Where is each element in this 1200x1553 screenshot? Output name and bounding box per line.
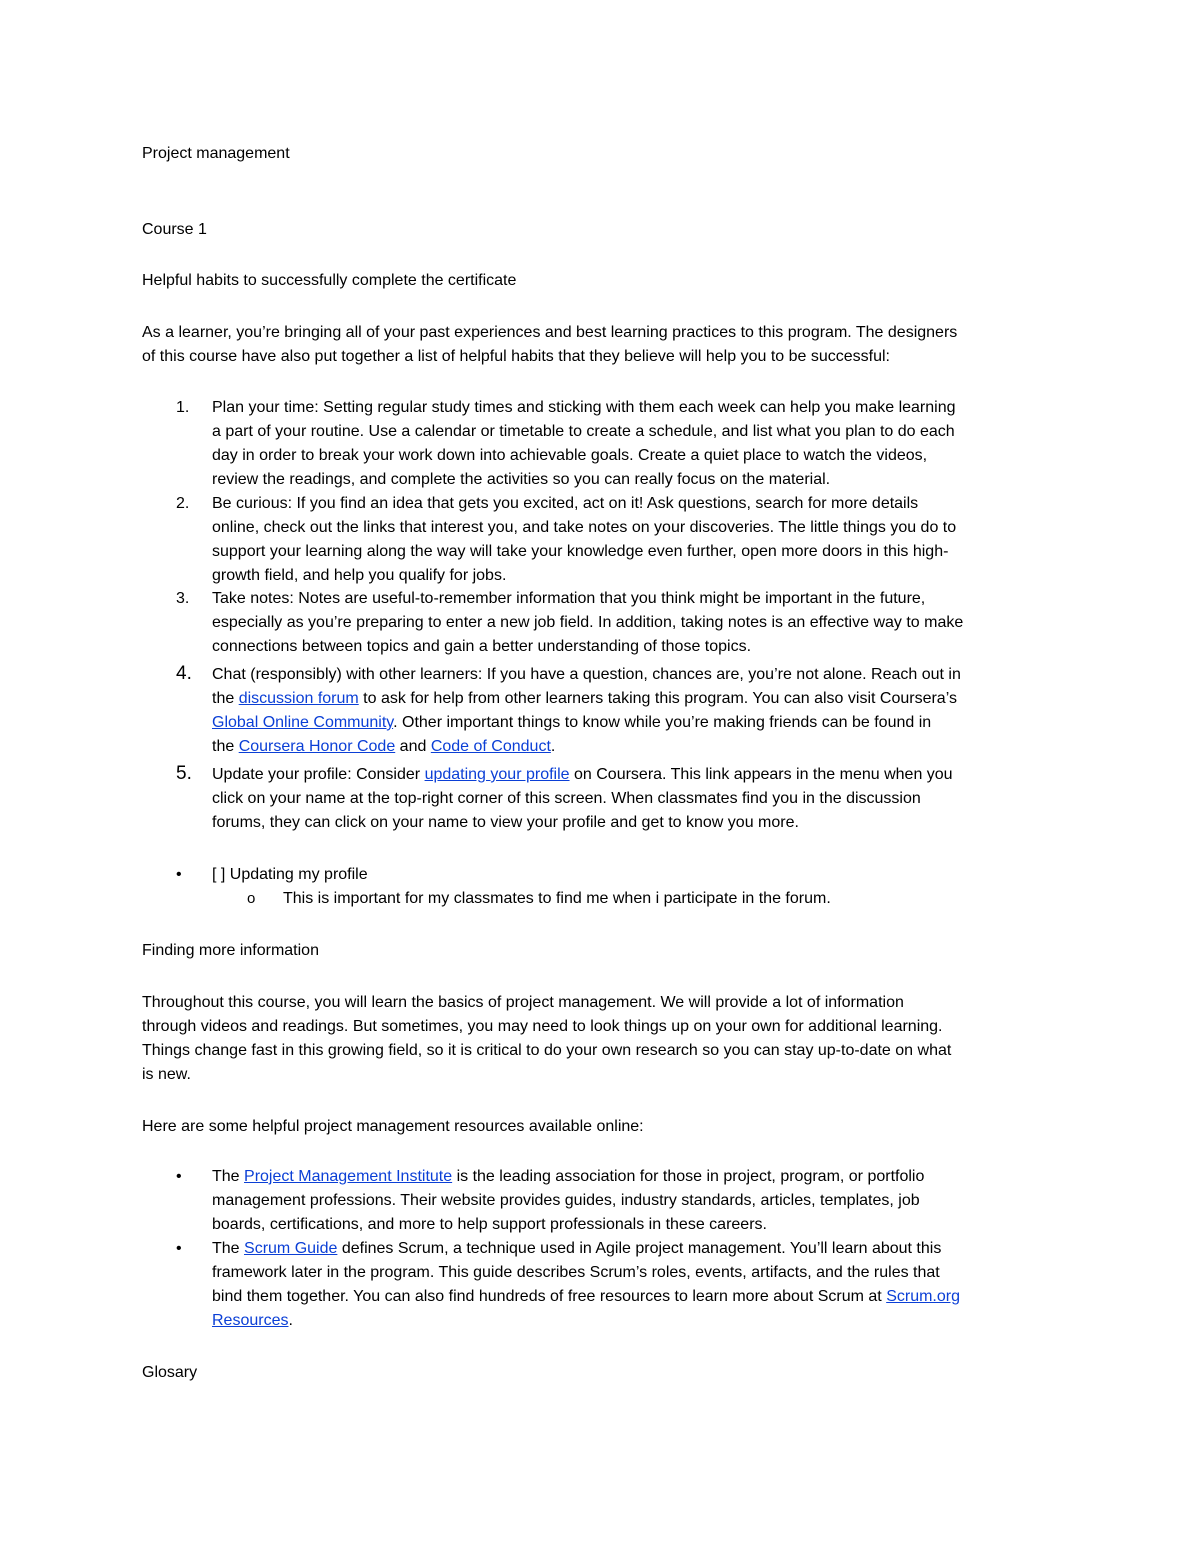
item-text: . xyxy=(288,1312,293,1329)
item-line: growth field, and help you qualify for jobs. xyxy=(212,567,507,584)
item-text: the xyxy=(212,738,239,755)
item-line: click on your name at the top-right corner of this screen. When classmates find you in the discussion xyxy=(212,790,921,807)
item-text: is the leading association for those in project, program, or portfolio xyxy=(452,1168,925,1185)
code-of-conduct-link[interactable]: Code of Conduct xyxy=(430,738,551,755)
item-text: on Coursera. This link appears in the menu when you xyxy=(569,766,953,783)
item-text: and xyxy=(395,738,431,755)
resource-pmi xyxy=(212,1165,1062,1237)
item-line: framework later in the program. This guide describes Scrum’s roles, events, artifacts, and the rules that xyxy=(212,1264,940,1281)
item-line: management professions. Their website provides guides, industry standards, articles, templates, job xyxy=(212,1192,920,1209)
item-line: a part of your routine. Use a calendar or timetable to create a schedule, and list what you plan to do each xyxy=(212,423,955,440)
item-line: Be curious: If you find an idea that gets you excited, act on it! Ask questions, search for more details xyxy=(212,495,919,512)
item-line: Take notes: Notes are useful-to-remember information that you think might be important in the future, xyxy=(212,590,926,607)
document-title: Project management xyxy=(142,145,290,162)
item-text: to ask for help from other learners taking this program. You can also visit Coursera’s xyxy=(358,690,957,707)
scrum-guide-link[interactable]: Scrum Guide xyxy=(244,1240,338,1257)
item-text: bind them together. You can also find hundreds of free resources to learn more about Scrum at xyxy=(212,1288,887,1305)
item-text: Update your profile: Consider xyxy=(212,766,425,783)
item-line xyxy=(212,1237,1062,1261)
finding-heading: Finding more information xyxy=(142,942,319,959)
pmi-link[interactable]: Project Management Institute xyxy=(244,1168,453,1185)
list-item-take-notes xyxy=(212,587,1062,659)
paragraph-line: Things change fast in this growing field, so it is critical to do your own research so you can stay up-to-date on what xyxy=(142,1042,952,1059)
item-line xyxy=(212,1309,1062,1333)
item-line: support your learning along the way will take your knowledge even further, open more doors in this high- xyxy=(212,543,949,560)
course-label: Course 1 xyxy=(142,221,207,238)
glossary-heading: Glosary xyxy=(142,1364,198,1381)
bullet-marker: • xyxy=(176,866,182,883)
item-text: The xyxy=(212,1168,245,1185)
paragraph-line: is new. xyxy=(142,1066,191,1083)
todo-update-profile: [ ] Updating my profile xyxy=(212,866,368,883)
todo-sub-note: This is important for my classmates to find me when i participate in the forum. xyxy=(283,890,831,907)
paragraph-line: Throughout this course, you will learn the basics of project management. We will provide a lot of information xyxy=(142,994,904,1011)
bullet-marker: • xyxy=(176,1240,182,1257)
item-line xyxy=(212,1285,1062,1309)
item-text: the xyxy=(212,690,239,707)
coursera-honor-code-link[interactable]: Coursera Honor Code xyxy=(238,738,396,755)
finding-paragraph xyxy=(142,991,1062,1087)
item-text: . xyxy=(550,738,556,755)
list-item-be-curious xyxy=(212,492,1062,588)
updating-profile-link[interactable]: updating your profile xyxy=(424,766,570,783)
item-text: defines Scrum, a technique used in Agile project management. You’ll learn about this xyxy=(337,1240,942,1257)
item-line xyxy=(212,711,1062,735)
item-text: The xyxy=(212,1240,245,1257)
item-line: day in order to break your work down into achievable goals. Create a quiet place to watch the videos, xyxy=(212,447,928,464)
list-number: 4. xyxy=(176,663,192,684)
item-line: Plan your time: Setting regular study times and sticking with them each week can help you make learning xyxy=(212,399,956,416)
global-online-community-link[interactable]: Global Online Community xyxy=(212,714,394,731)
item-line: connections between topics and gain a better understanding of those topics. xyxy=(212,638,752,655)
intro-line: of this course have also put together a list of helpful habits that they believe will help you to be successful: xyxy=(142,348,890,365)
item-line: boards, certifications, and more to help support professionals in these careers. xyxy=(212,1216,767,1233)
item-line xyxy=(212,687,1062,711)
list-number: 5. xyxy=(176,763,192,784)
resource-scrum-guide xyxy=(212,1237,1062,1333)
list-number: 2. xyxy=(176,495,190,512)
item-line xyxy=(212,1165,1062,1189)
list-number: 1. xyxy=(176,399,190,416)
item-line: review the readings, and complete the activities so you can really focus on the material. xyxy=(212,471,831,488)
list-item-chat xyxy=(212,663,1062,759)
item-text: . Other important things to know while you’re making friends can be found in xyxy=(393,714,932,731)
bullet-marker: • xyxy=(176,1168,182,1185)
scrum-resources-link[interactable]: Resources xyxy=(212,1312,289,1329)
list-item-plan-time xyxy=(212,396,1062,492)
item-line: Chat (responsibly) with other learners: If you have a question, chances are, you’re not alone. Reach out in xyxy=(212,666,961,683)
item-line xyxy=(212,735,1062,759)
item-line: online, check out the links that interest you, and take notes on your discoveries. The little things you do to xyxy=(212,519,957,536)
intro-line: As a learner, you’re bringing all of your past experiences and best learning practices to this program. The designers xyxy=(142,324,958,341)
item-line: especially as you’re preparing to enter a new job field. In addition, taking notes is an effective way to make xyxy=(212,614,964,631)
habits-heading: Helpful habits to successfully complete the certificate xyxy=(142,272,517,289)
resources-intro: Here are some helpful project management resources available online: xyxy=(142,1118,644,1135)
list-item-update-profile xyxy=(212,763,1062,835)
sub-bullet-marker: o xyxy=(247,890,256,907)
discussion-forum-link[interactable]: discussion forum xyxy=(238,690,359,707)
list-number: 3. xyxy=(176,590,190,607)
item-line xyxy=(212,763,1062,787)
item-line: forums, they can click on your name to view your profile and get to know you more. xyxy=(212,814,799,831)
intro-paragraph xyxy=(142,321,1062,369)
scrum-org-link[interactable]: Scrum.org xyxy=(886,1288,960,1305)
paragraph-line: through videos and readings. But sometimes, you may need to look things up on your own for additional learning. xyxy=(142,1018,943,1035)
